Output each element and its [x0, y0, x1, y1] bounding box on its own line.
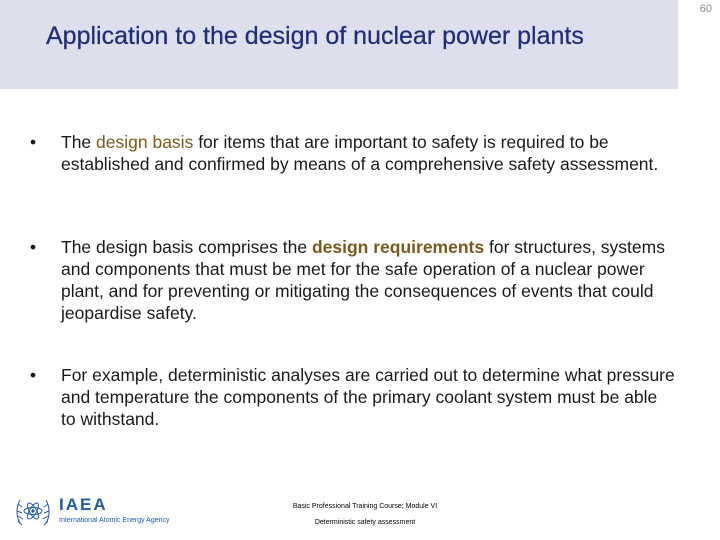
bullet-text: [61, 131, 676, 175]
bullet-marker: •: [30, 132, 37, 152]
bullet-text-segment: The: [61, 132, 97, 152]
footer-module-title: Deterministic safety assessment: [314, 519, 416, 526]
slide-number: 60: [699, 3, 712, 15]
iaea-logo: [14, 493, 174, 529]
logo-name: IAEA: [59, 495, 108, 514]
term-design-basis: design basis: [96, 132, 194, 152]
term-design-requirements: design requirements: [311, 237, 485, 257]
logo-subtitle: International Atomic Energy Agency: [59, 517, 170, 524]
footer-course: Basic Professional Training Course; Module VI: [292, 503, 438, 510]
bullet-text-segment: for items that are important to safety is required to be established and confirmed by means of a comprehensive safety assessment.: [61, 132, 659, 174]
bullet-text-segment: For example, deterministic analyses are carried out to determine what pressure and temperature the components of the primary coolant system must be able to withstand.: [61, 365, 675, 429]
bullet-text: [61, 236, 676, 324]
bullet-text-segment: for structures, systems and components that must be met for the safe operation of a nuclear power plant, and for preventing or mitigating the consequences of events that could jeopardise safety.: [61, 237, 665, 323]
bullet-text: [61, 364, 676, 430]
atom-emblem-icon: [14, 493, 52, 529]
bullet-marker: •: [30, 237, 37, 257]
bullet-text-segment: The design basis comprises the: [61, 237, 312, 257]
slide-title: Application to the design of nuclear power plants: [46, 22, 584, 50]
bullet-marker: •: [30, 365, 37, 385]
